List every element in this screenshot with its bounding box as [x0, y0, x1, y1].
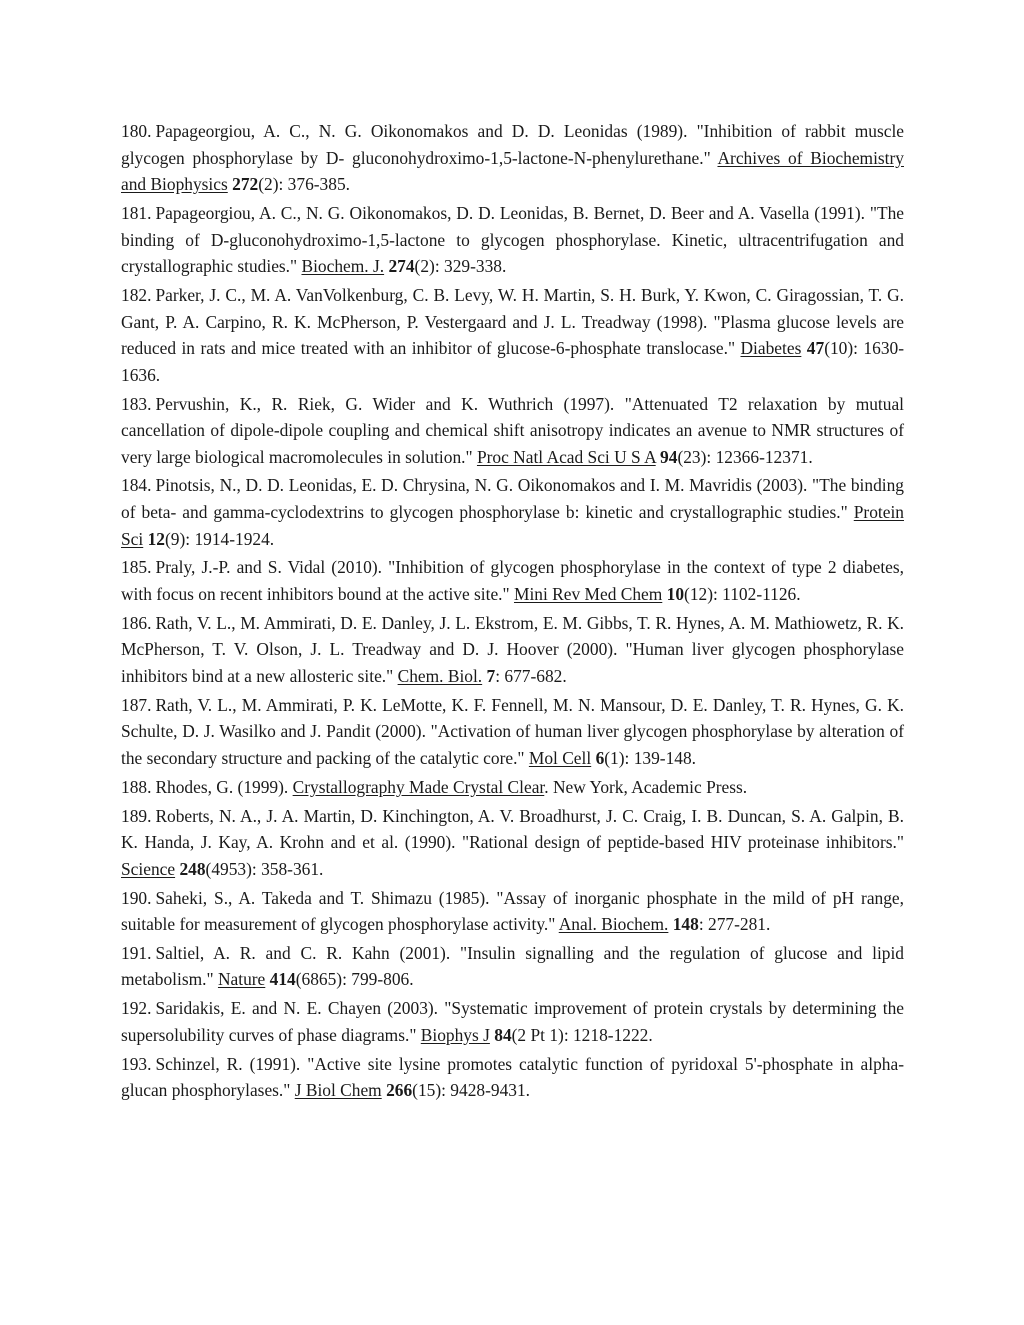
volume-number: 148 — [672, 914, 699, 935]
reference-separator: . New York, Academic Press. — [544, 776, 748, 797]
reference-number: 193. — [121, 1053, 152, 1074]
reference-text: Pervushin, K., R. Riek, G. Wider and K. Wuthrich (1997). "Attenuated T2 relaxation by mutual cancellation of dipole-dipole coupling and chemical shift anisotropy indicates an avenue to NMR structures of very large biological macromolecules in solution." — [121, 393, 904, 467]
reference-number: 188. — [121, 776, 152, 797]
reference-number: 189. — [121, 805, 152, 826]
reference-number: 186. — [121, 612, 152, 633]
reference-list — [121, 118, 904, 1106]
journal-title: Crystallography Made Crystal Clear — [292, 776, 545, 797]
reference-text: Praly, J.-P. and S. Vidal (2010). "Inhibition of glycogen phosphorylase in the context of type 2 diabetes, with focus on recent inhibitors bound at the active site." — [121, 557, 904, 605]
reference-entry — [121, 940, 904, 993]
journal-title: Nature — [217, 969, 266, 990]
reference-text: Pinotsis, N., D. D. Leonidas, E. D. Chrysina, N. G. Oikonomakos and I. M. Mavridis (2003). "The binding of beta- and gamma-cyclodextrins to glycogen phosphorylase b: kinetic and crystallographic studies." — [121, 475, 904, 523]
reference-entry — [121, 118, 904, 198]
reference-entry — [121, 692, 904, 772]
issue-pages: (12): 1102-1126. — [684, 584, 801, 605]
issue-pages: (1): 139-148. — [604, 747, 697, 768]
journal-title: J Biol Chem — [294, 1080, 382, 1101]
reference-text: Saltiel, A. R. and C. R. Kahn (2001). "Insulin signalling and the regulation of glucose and lipid metabolism." — [121, 942, 904, 990]
issue-pages: (2 Pt 1): 1218-1222. — [511, 1024, 653, 1045]
issue-pages: (9): 1914-1924. — [164, 528, 275, 549]
reference-text: Papageorgiou, A. C., N. G. Oikonomakos and D. D. Leonidas (1989). "Inhibition of rabbit muscle glycogen phosphorylase by D- gluconohydroximo-1,5-lactone-N-phenylurethane." — [121, 121, 904, 168]
issue-pages: (6865): 799-806. — [295, 969, 414, 990]
reference-number: 187. — [121, 694, 152, 715]
reference-text: Rath, V. L., M. Ammirati, P. K. LeMotte, K. F. Fennell, M. N. Mansour, D. E. Danley, T. R. Hynes, G. K. Schulte, D. J. Wasilko and J. Pandit (2000). "Activation of human liver glycogen phosphorylase by alteration of the secondary structure and packing of the catalytic core." — [121, 694, 904, 768]
reference-number: 190. — [121, 887, 152, 908]
reference-entry — [121, 554, 904, 607]
journal-title: Biophys J — [420, 1024, 490, 1045]
journal-title: Mol Cell — [528, 747, 592, 768]
reference-entry — [121, 885, 904, 938]
issue-pages: : 677-682. — [495, 666, 567, 686]
reference-number: 183. — [121, 393, 152, 414]
reference-entry — [121, 472, 904, 552]
issue-pages: (2): 329-338. — [414, 256, 507, 277]
volume-number: 47 — [806, 338, 825, 359]
volume-number: 6 — [595, 747, 605, 768]
reference-entry — [121, 200, 904, 280]
journal-title: Diabetes — [740, 338, 802, 359]
journal-title: Anal. Biochem. — [558, 914, 669, 935]
issue-pages: : 277-281. — [698, 914, 771, 935]
reference-entry — [121, 391, 904, 471]
volume-number: 266 — [386, 1080, 413, 1101]
journal-title: Chem. Biol. — [397, 666, 483, 686]
volume-number: 12 — [147, 528, 165, 549]
reference-number: 180. — [121, 121, 152, 141]
reference-entry — [121, 282, 904, 388]
journal-title: Archives of Biochemistry and Biophysics — [121, 147, 904, 195]
reference-entry — [121, 1051, 904, 1104]
issue-pages: (23): 12366-12371. — [677, 446, 813, 467]
journal-title: Mini Rev Med Chem — [513, 584, 663, 605]
reference-text: Rhodes, G. (1999). — [155, 776, 293, 797]
reference-entry — [121, 774, 904, 801]
reference-number: 185. — [121, 557, 152, 578]
volume-number: 248 — [179, 858, 206, 879]
issue-pages: (15): 9428-9431. — [412, 1080, 531, 1101]
reference-text: Saheki, S., A. Takeda and T. Shimazu (1985). "Assay of inorganic phosphate in the mild of pH range, suitable for measurement of glycogen phosphorylase activity." — [121, 887, 904, 935]
volume-number: 414 — [269, 969, 296, 990]
volume-number: 272 — [232, 174, 259, 195]
reference-text: Rath, V. L., M. Ammirati, D. E. Danley, J. L. Ekstrom, E. M. Gibbs, T. R. Hynes, A. M. Mathiowetz, R. K. McPherson, T. V. Olson, J. L. Treadway and D. J. Hoover (2000). "Human liver glycogen phosphorylase inhibitors bind at a new allosteric site." — [121, 612, 904, 686]
reference-text: Schinzel, R. (1991). "Active site lysine promotes catalytic function of pyridoxal 5'-phosphate in alpha-glucan phosphorylases." — [121, 1053, 904, 1101]
issue-pages: (2): 376-385. — [258, 174, 350, 195]
volume-number: 84 — [494, 1024, 512, 1045]
reference-text: Saridakis, E. and N. E. Chayen (2003). "Systematic improvement of protein crystals by determining the supersolubility curves of phase diagrams." — [121, 998, 904, 1045]
reference-number: 184. — [121, 475, 152, 496]
issue-pages: (10): 1630-1636. — [121, 338, 905, 385]
volume-number: 94 — [660, 446, 678, 467]
reference-text: Roberts, N. A., J. A. Martin, D. Kinchington, A. V. Broadhurst, J. C. Craig, I. B. Duncan, S. A. Galpin, B. K. Handa, J. Kay, A. Krohn and et al. (1990). "Rational design of peptide-based HIV proteinase inhibitors." — [121, 805, 904, 853]
journal-title: Science — [121, 858, 176, 879]
reference-number: 192. — [121, 998, 152, 1019]
issue-pages: (4953): 358-361. — [205, 858, 324, 879]
reference-text: Parker, J. C., M. A. VanVolkenburg, C. B. Levy, W. H. Martin, S. H. Burk, Y. Kwon, C. Giragossian, T. G. Gant, P. A. Carpino, R. K. McPherson, P. Vestergaard and J. L. Treadway (1998). "Plasma glucose levels are reduced in rats and mice treated with an inhibitor of glucose-6-phosphate translocase." — [121, 284, 904, 359]
reference-text: Papageorgiou, A. C., N. G. Oikonomakos, D. D. Leonidas, B. Bernet, D. Beer and A. Vasella (1991). "The binding of D-gluconohydroximo-1,5-lactone to glycogen phosphorylase. Kinetic, ultracentrifugation and crystallographic studies." — [121, 202, 904, 277]
volume-number: 274 — [388, 256, 415, 277]
journal-title: Biochem. J. — [301, 256, 385, 277]
volume-number: 7 — [486, 666, 496, 686]
volume-number: 10 — [666, 584, 685, 605]
reference-entry — [121, 610, 904, 690]
journal-title: Proc Natl Acad Sci U S A — [476, 446, 656, 467]
reference-entry — [121, 803, 904, 883]
reference-number: 191. — [121, 942, 152, 963]
reference-number: 181. — [121, 202, 152, 223]
reference-entry — [121, 995, 904, 1048]
reference-number: 182. — [121, 284, 152, 305]
journal-title: Protein Sci — [121, 502, 904, 549]
